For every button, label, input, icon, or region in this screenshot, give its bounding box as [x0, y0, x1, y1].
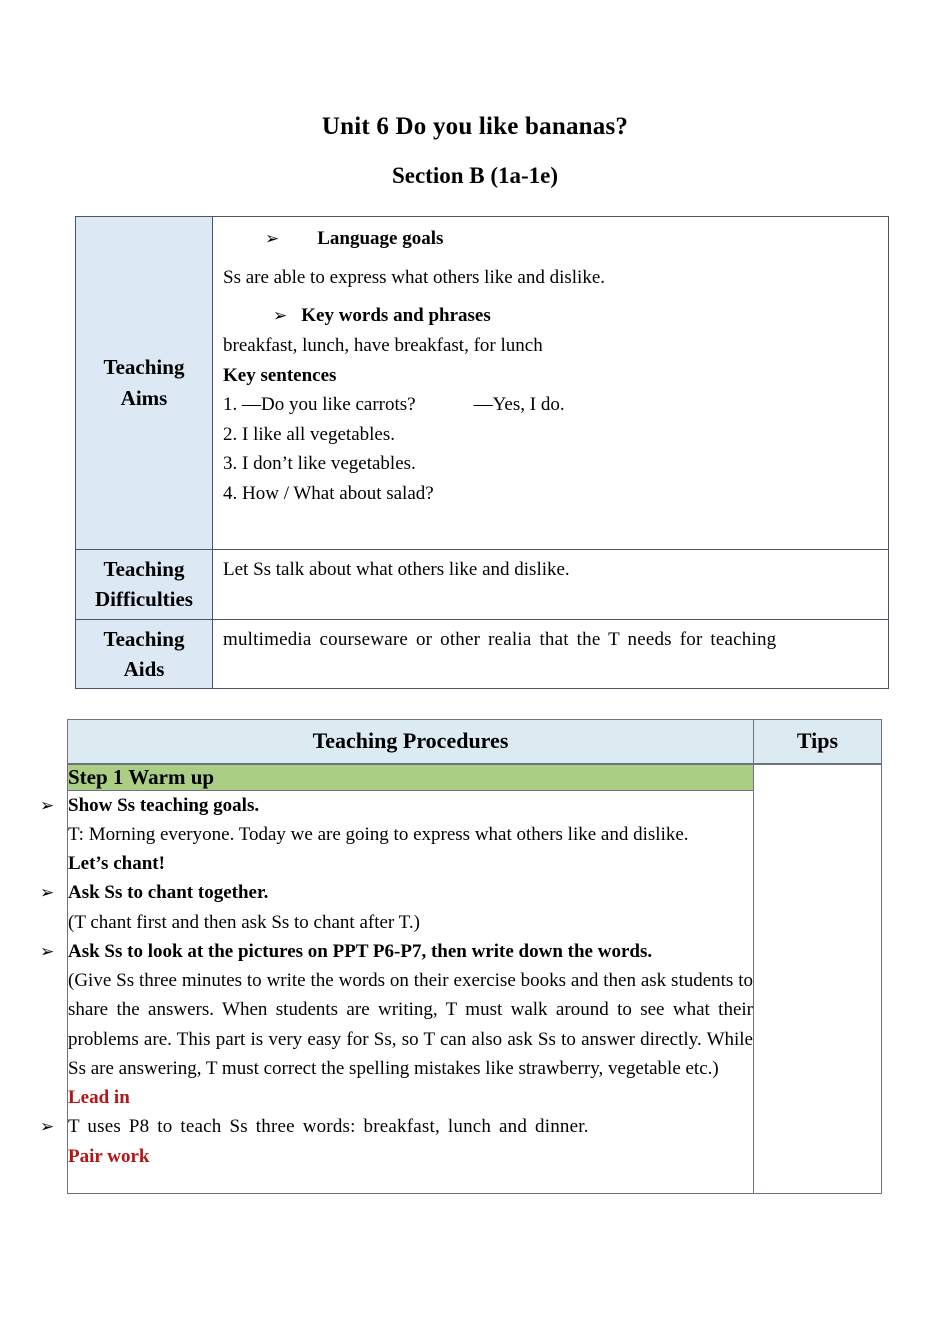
- row-label-line-2: Difficulties: [95, 587, 193, 612]
- row-label-line-2: Aids: [123, 656, 165, 681]
- bullet-arrow-icon: ➢: [265, 229, 280, 248]
- key-words-heading: Key words and phrases: [301, 305, 491, 327]
- teaching-aims-table: [75, 216, 889, 689]
- cell-trailing-space: [223, 654, 878, 678]
- key-words-text: breakfast, lunch, have breakfast, for lunch: [223, 334, 543, 356]
- procedures-step-row: [68, 764, 882, 791]
- key-sentence-number: 4.: [223, 483, 238, 504]
- cell-trailing-space: [223, 584, 878, 610]
- key-sentence-number: 2.: [223, 423, 238, 445]
- row-label-teaching-aids: [76, 619, 213, 689]
- key-sentence-left: How / What about salad?: [242, 483, 434, 504]
- row-label-line-1: Teaching: [103, 556, 185, 581]
- page-subtitle: Section B (1a-1e): [391, 163, 559, 188]
- procedure-line-pair-work: Pair work: [68, 1145, 150, 1167]
- teaching-difficulties-text: Let Ss talk about what others like and dislike.: [223, 558, 570, 580]
- bullet-arrow-icon: ➢: [40, 1117, 55, 1137]
- key-sentence-left: —Do you like carrots?: [242, 394, 416, 416]
- key-sentence-item: [223, 420, 878, 450]
- bullet-arrow-icon: ➢: [40, 941, 55, 961]
- procedure-line-lead-in: Lead in: [68, 1087, 130, 1108]
- table-row-teaching-difficulties: [76, 549, 889, 619]
- procedure-line: T: Morning everyone. Today we are going to express what others like and dislike.: [68, 823, 689, 845]
- key-sentences-heading: Key sentences: [223, 364, 337, 386]
- language-goals-heading: Language goals: [317, 228, 444, 249]
- key-sentence-number: 1.: [223, 394, 238, 416]
- tips-cell[interactable]: [754, 764, 882, 1194]
- procedure-line: (Give Ss three minutes to write the words on their exercise books and then ask students to share the answers. When students are writing, T must walk around to see what their problems are. This part is very easy for Ss, so T can also ask Ss to answer directly. While Ss are answering, T must correct the spelling mistakes like strawberry, vegetable etc.): [68, 970, 753, 1079]
- row-label-line-1: Teaching: [103, 626, 185, 651]
- bullet-arrow-icon: ➢: [40, 883, 55, 903]
- language-goals-text: Ss are able to express what others like and dislike.: [223, 266, 606, 288]
- teaching-aims-content: [213, 217, 889, 550]
- key-sentence-left: I like all vegetables.: [242, 423, 395, 445]
- teaching-aids-content: [213, 619, 889, 689]
- cell-trailing-space: [223, 509, 878, 539]
- key-sentence-item: [223, 449, 878, 479]
- procedure-line: Show Ss teaching goals.: [68, 794, 260, 816]
- bullet-arrow-icon: ➢: [273, 306, 288, 326]
- bullet-arrow-icon: ➢: [40, 795, 55, 815]
- row-label-line-1: Teaching: [103, 355, 185, 380]
- row-label-teaching-aims: [76, 217, 213, 550]
- column-header-procedures: Teaching Procedures: [68, 720, 754, 764]
- key-words-heading-line: [223, 301, 878, 331]
- teaching-difficulties-content: [213, 549, 889, 619]
- procedures-header-row: [68, 720, 882, 764]
- teaching-aids-text: multimedia courseware or other realia that the T needs for teaching: [223, 628, 777, 650]
- table-row-teaching-aids: [76, 619, 889, 689]
- procedures-content: [68, 790, 754, 1193]
- key-sentence-left: I don’t like vegetables.: [242, 453, 416, 475]
- procedure-line: Ask Ss to look at the pictures on PPT P6-P7, then write down the words.: [68, 940, 653, 962]
- page-title: Unit 6 Do you like bananas?: [321, 113, 629, 140]
- key-sentence-right: —Yes, I do.: [473, 394, 565, 416]
- procedure-line: Let’s chant!: [68, 853, 165, 874]
- key-sentence-number: 3.: [223, 453, 238, 475]
- title-block: [0, 0, 950, 190]
- row-label-line-2: Aims: [120, 385, 168, 410]
- procedure-line: (T chant first and then ask Ss to chant after T.): [68, 911, 420, 933]
- cell-trailing-space: [68, 1171, 753, 1193]
- procedure-line: T uses P8 to teach Ss three words: breakfast, lunch and dinner.: [68, 1116, 589, 1138]
- key-sentence-item: [223, 390, 878, 420]
- language-goals-heading-line: [223, 224, 878, 254]
- table-row-teaching-aims: [76, 217, 889, 550]
- step-1-band: Step 1 Warm up: [68, 764, 754, 791]
- column-header-tips: Tips: [754, 720, 882, 764]
- key-sentence-item: [223, 479, 878, 509]
- row-label-teaching-difficulties: [76, 549, 213, 619]
- procedure-line: Ask Ss to chant together.: [68, 882, 269, 904]
- teaching-procedures-table: [67, 719, 882, 1194]
